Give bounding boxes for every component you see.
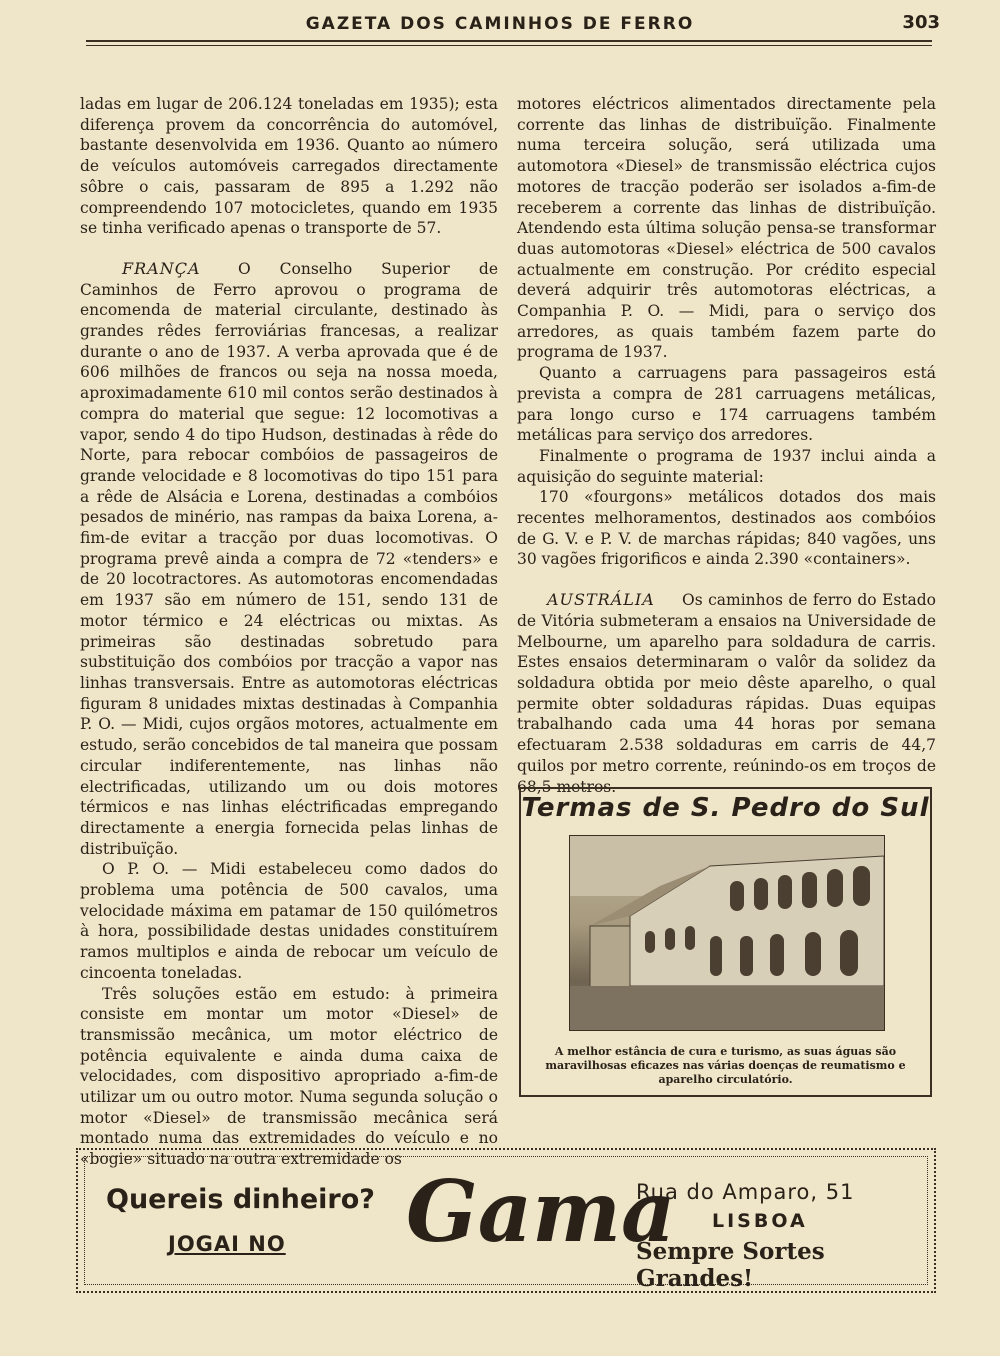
section-label-franca: FRANÇA <box>122 258 201 278</box>
right-column <box>517 94 936 797</box>
paragraph: 170 «fourgons» metálicos dotados dos mais recentes melhoramentos, destinados aos combóios de G. V. e P. V. de marchas rápidas; 840 vagões, uns 30 vagões frigorificos e ainda 2.390 «containers». <box>517 488 936 569</box>
termas-building-photo <box>569 835 885 1031</box>
building-illustration <box>570 836 884 1030</box>
paragraph: Quanto a carruagens para passageiros está prevista a compra de 281 carruagens metálicas, para longo curso e 174 carruagens também metálicas para serviço dos arredores. <box>517 364 936 445</box>
header-rule <box>86 40 932 46</box>
section-label-australia: AUSTRÁLIA <box>547 590 655 610</box>
section-gap <box>80 239 498 259</box>
paragraph: Finalmente o programa de 1937 inclui ainda a aquisição do seguinte material: <box>517 446 936 486</box>
termas-title: Termas de S. Pedro do Sul <box>521 793 930 823</box>
ad-slogan: Sempre Sortes Grandes! <box>636 1238 825 1292</box>
termas-advertisement <box>519 787 932 1097</box>
lottery-advertisement <box>76 1148 936 1293</box>
paragraph: Três soluções estão em estudo: à primeira consiste em montar um motor «Diesel» de transmissão mecânica, um motor eléctrico de potência equivalente e ainda duma caixa de velocidades, com dispositivo apropriado a-fim-de utilizar um ou outro motor. Numa segunda solução o motor «Diesel» de transmissão mecânica será montado numa das extremidades do veículo e no «bogie» situado na outra extremidade os <box>80 984 498 1169</box>
ad-brand-logo: Gama <box>406 1162 676 1261</box>
ad-subline: JOGAI NO <box>168 1232 286 1256</box>
paragraph: O Conselho Superior de Caminhos de Ferro aprovou o programa de encomenda de material circulante, destinado às grandes rêdes ferroviárias francesas, a realizar durante o ano de 1937. A verba aprovada que é de 606 milhões de francos ou seja na nossa moeda, aproximadamente 610 mil contos serão destinados à compra do material que segue: 12 locomotivas a vapor, sendo 4 do tipo Hudson, destinadas à rêde do Norte, para rebocar combóios de passageiros de grande velocidade e 8 locomotivas do tipo 151 para a rêde de Alsácia e Lorena, destinadas a combóios pesados de minério, nas rampas da baixa Lorena, a-fim-de evitar a tracção por duas locomotivas. O programa prevê ainda a compra de 72 «tenders» e de 20 locotractores. As automotoras encomendadas em 1937 são em número de 151, sendo 131 de motor térmico e 24 eléctricas ou mixtas. As primeiras são destinadas sobretudo para substituição dos combóios por tracção a vapor nas linhas transversais. Entre as automotoras eléctricas figuram 8 unidades mixtas destinadas à Companhia P. O. — Midi, cujos orgãos motores, actualmente em estudo, serão concebidos de tal maneira que possam circular indiferentemente, nas linhas não electrificadas, utilizando um ou dois motores térmicos e nas linhas eléctrificadas empregando directamente a energia fornecida pelas linhas de distribuïção. <box>80 259 498 858</box>
page-number: 303 <box>902 12 940 33</box>
paragraph: O P. O. — Midi estabeleceu como dados do problema uma potência de 500 cavalos, uma velocidade máxima em patamar de 150 quilómetros à hora, possibilidade destas unidades constituírem ramos multiplos e ainda de rebocar um veículo de cincoenta toneladas. <box>80 860 498 982</box>
section-gap <box>517 570 936 590</box>
ad-address: Rua do Amparo, 51 <box>636 1180 855 1204</box>
paragraph: Os caminhos de ferro do Estado de Vitória submeteram a ensaios na Universidade de Melbourne, um aparelho para soldadura de carris. Estes ensaios determinaram o valôr da solidez da soldadura obtida por meio dêste aparelho, o qual permite obter soldaduras rápidas. Duas equipas trabalhando cada uma 44 horas por semana efectuaram 2.538 soldaduras em carris de 44,7 quilos por metro corrente, reúnindo-os em troços de 68,5 metros. <box>517 591 936 796</box>
paragraph: ladas em lugar de 206.124 toneladas em 1935); esta diferença provem da concorrência do automóvel, bastante desenvolvida em 1936. Quanto ao número de veículos automóveis carregados directamente sôbre o cais, passaram de 895 a 1.292 não compreendendo 107 motocicletes, quando em 1935 se tinha verificado apenas o transporte de 57. <box>80 95 498 238</box>
ad-headline: Quereis dinheiro? <box>106 1184 375 1215</box>
termas-caption: A melhor estância de cura e turismo, as suas águas são maravilhosas eficazes nas várias doenças de reumatismo e aparelho circulatório. <box>545 1045 906 1086</box>
paragraph: motores eléctricos alimentados directamente pela corrente das linhas de distribuïção. Finalmente numa terceira solução, será utilizada uma automotora «Diesel» de transmissão eléctrica cujos motores de tracção poderão ser isolados a-fim-de receberem a corrente das linhas de distribuïção. Atendendo esta última solução pensa-se transformar duas automotoras «Diesel» eléctrica de 500 cavalos actualmente em construção. Por crédito especial deverá adquirir três automotoras eléctricas, a Companhia P. O. — Midi, para o serviço dos arredores, as quais também fazem parte do programa de 1937. <box>517 95 936 362</box>
section-paragraph-australia <box>517 590 936 797</box>
publication-title: GAZETA DOS CAMINHOS DE FERRO <box>305 14 695 34</box>
section-paragraph-franca <box>80 259 498 859</box>
left-column <box>80 94 498 1170</box>
ad-city: LISBOA <box>712 1210 808 1232</box>
